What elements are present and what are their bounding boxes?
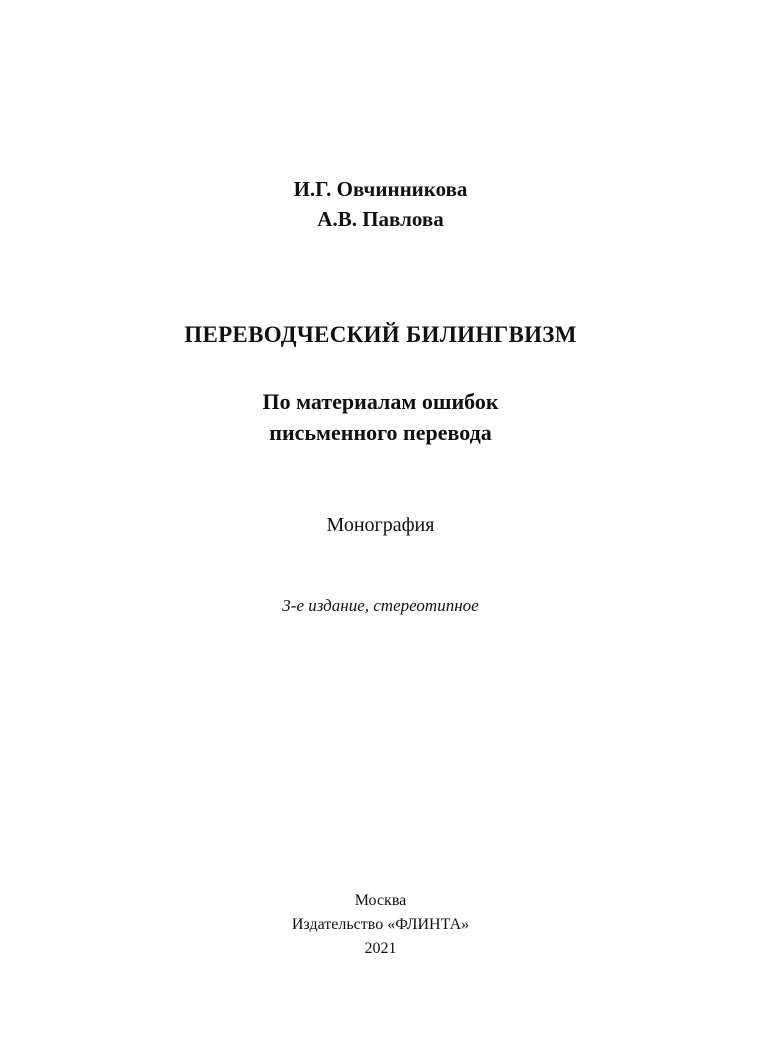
author-2: А.В. Павлова (317, 207, 444, 231)
imprint-year: 2021 (364, 940, 397, 957)
author-1: И.Г. Овчинникова (293, 177, 468, 201)
edition-note: 3-е издание, стереотипное (282, 596, 479, 615)
imprint-city: Москва (354, 892, 407, 909)
subtitle-line-1: По материалам ошибок (262, 389, 499, 414)
subtitle-line-2: письменного перевода (269, 420, 492, 445)
imprint-publisher: Издательство «ФЛИНТА» (291, 916, 470, 933)
book-title: ПЕРЕВОДЧЕСКИЙ БИЛИНГВИЗМ (184, 322, 577, 347)
genre-label: Монография (326, 514, 435, 536)
